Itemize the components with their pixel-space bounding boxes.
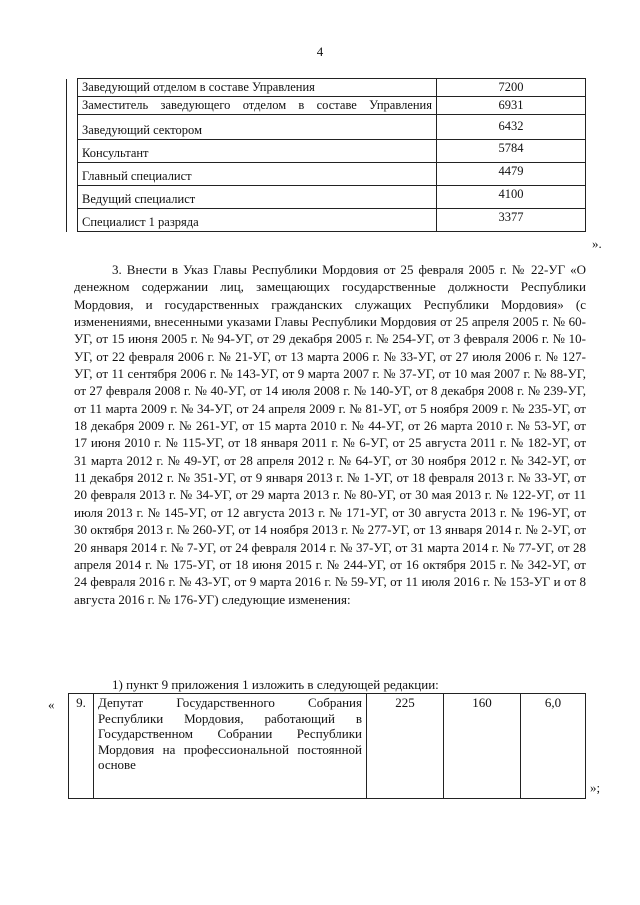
paragraph-3: 3. Внести в Указ Главы Республики Мордовия от 25 февраля 2005 г. № 22-УГ «О денежном содержании лиц, замещающих государственные должности Республики Мордовия, и государственных гражданских служащих Республики Мордовия» (с изменениями, внесенными указами Главы Республики Мордовия от 25 апреля 2005 г. № 60-УГ, от 15 июня 2005 г. № 94-УГ, от 29 декабря 2005 г. № 254-УГ, от 3 февраля 2006 г. № 10-УГ, от 22 февраля 2006 г. № 21-УГ, от 13 марта 2006 г. № 33-УГ, от 27 июля 2006 г. № 127-УГ, от 11 сентября 2006 г. № 143-УГ, от 9 марта 2007 г. № 37-УГ, от 10 мая 2007 г. № 88-УГ, от 27 февраля 2008 г. № 40-УГ, от 14 июля 2008 г. № 140-УГ, от 8 декабря 2008 г. № 239-УГ, от 11 марта 2009 г. № 34-УГ, от 24 апреля 2009 г. № 81-УГ, от 5 ноября 2009 г. № 235-УГ, от 18 декабря 2009 г. № 261-УГ, от 15 марта 2010 г. № 44-УГ, от 26 марта 2010 г. № 53-УГ, от 17 июня 2010 г. № 115-УГ, от 18 января 2011 г. № 6-УГ, от 25 августа 2011 г. № 182-УГ, от 31 марта 2012 г. № 49-УГ, от 28 апреля 2012 г. № 64-УГ, от 30 ноября 2012 г. № 342-УГ, от 11 декабря 2012 г. № 351-УГ, от 9 января 2013 г. № 1-УГ, от 18 февраля 2013 г. № 33-УГ, от 20 февраля 2013 г. № 34-УГ, от 29 марта 2013 г. № 80-УГ, от 30 мая 2013 г. № 122-УГ, от 11 июля 2013 г. № 145-УГ, от 12 августа 2013 г. № 171-УГ, от 30 августа 2013 г. № 196-УГ, от 30 октября 2013 г. № 260-УГ, от 14 ноября 2013 г. № 277-УГ, от 13 января 2014 г. № 2-УГ, от 20 января 2014 г. № 7-УГ, от 24 февраля 2014 г. № 37-УГ, от 31 марта 2014 г. № 77-УГ, от 28 апреля 2014 г. № 175-УГ, от 18 июня 2015 г. № 244-УГ, от 16 октября 2015 г. № 342-УГ, от 24 февраля 2016 г. № 43-УГ, от 9 марта 2016 г. № 59-УГ, от 11 июля 2016 г. № 153-УГ и от 8 августа 2016 г. № 176-УГ) следующие изменения:: [74, 262, 586, 607]
position-cell: Заведующий отделом в составе Управления: [78, 79, 437, 97]
table-row: [67, 97, 586, 115]
table-closing-quote: ».: [592, 236, 602, 251]
amount-cell: 7200: [437, 79, 586, 97]
position-cell: Консультант: [78, 140, 437, 163]
position-cell: Заместитель заведующего отделом в составе Управления: [78, 97, 437, 115]
table-row: [67, 163, 586, 186]
amount-cell: 6432: [437, 115, 586, 140]
row-number-cell: 9.: [69, 694, 94, 799]
table-stub-column: [67, 79, 78, 232]
amount-cell: 3377: [437, 209, 586, 232]
table-row: [67, 115, 586, 140]
position-cell: Специалист 1 разряда: [78, 209, 437, 232]
position-cell: Главный специалист: [78, 163, 437, 186]
table-row: [69, 694, 586, 799]
amend-open-quote: «: [48, 697, 55, 712]
salary-table: [66, 78, 586, 232]
value-cell-1: 225: [367, 694, 444, 799]
amount-cell: 4479: [437, 163, 586, 186]
value-cell-2: 160: [444, 694, 521, 799]
table-row: [67, 209, 586, 232]
subpoint-1: 1) пункт 9 приложения 1 изложить в следующей редакции:: [112, 677, 439, 692]
position-cell: Заведующий сектором: [78, 115, 437, 140]
amount-cell: 4100: [437, 186, 586, 209]
amendment-table: [68, 693, 586, 799]
page-number: 4: [316, 44, 324, 59]
description-cell: Депутат Государственного Собрания Республики Мордовия, работающий в Государственном Собрании Республики Мордовия на профессиональной постоянной основе: [94, 694, 367, 799]
value-cell-3: 6,0: [521, 694, 586, 799]
amount-cell: 5784: [437, 140, 586, 163]
position-cell: Ведущий специалист: [78, 186, 437, 209]
amend-closing-quote: »;: [590, 780, 601, 795]
table-row: [67, 186, 586, 209]
table-row: [67, 140, 586, 163]
amount-cell: 6931: [437, 97, 586, 115]
table-row: [67, 79, 586, 97]
